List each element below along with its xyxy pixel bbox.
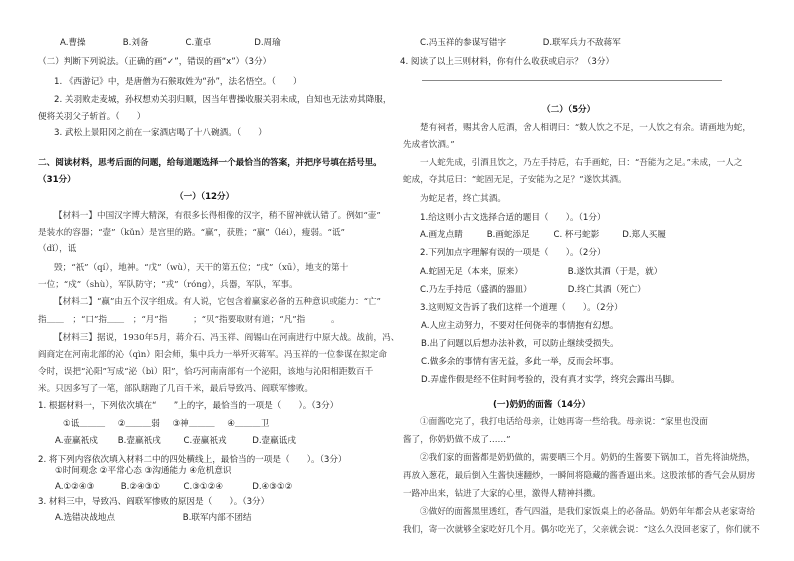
question-4: 4. 阅读了以上三则材料，你有什么收获或启示？（3分） bbox=[400, 57, 615, 67]
option-a: A.画龙点睛 bbox=[420, 230, 463, 240]
option-b: B.联军内部不团结 bbox=[182, 513, 252, 523]
question-3-options bbox=[55, 512, 252, 524]
option-a: A.选错决战地点 bbox=[55, 513, 116, 523]
option-c: C.做多余的事情有害无益，多此一举，反而会坏事。 bbox=[421, 357, 619, 367]
option-c: C.董卓 bbox=[185, 38, 212, 48]
question-3: 3. 材料三中，导致冯、阎联军惨败的原因是（ ）。（3分） bbox=[38, 497, 270, 507]
judge-section-title: （二）判断下列说法。（正确的画“✓”，错误的画“x”）（3分） bbox=[38, 57, 272, 67]
option-d: D.联军兵力不敌蒋军 bbox=[542, 38, 621, 48]
judge-item-2: 2. 关羽败走麦城，孙权想劝关羽归顺，因当年曹操收服关羽未成，自知也无法劝其降服， bbox=[54, 95, 392, 105]
judge-item-3: 3. 武松上景阳冈之前在一家酒店喝了十八碗酒。（ ） bbox=[54, 128, 267, 138]
story-line: 酱了，你奶奶做不成了……” bbox=[403, 435, 511, 445]
option-b: B.画蛇添足 bbox=[486, 230, 530, 240]
option-a: A.壶赢祇戍 bbox=[55, 436, 98, 446]
option-d: D.郑人买履 bbox=[622, 230, 666, 240]
material-line: 令时，误把“沁阳”写成“泌（bì）阳”，恰巧河南南部有一个泌阳，该地与沁阳相距数百千 bbox=[38, 367, 374, 377]
passage-line: 蛇成，夺其卮曰：“蛇固无足，子安能为之足？”遂饮其酒。 bbox=[403, 175, 627, 185]
story-line: ①面酱吃完了，我打电话给母亲，让她再寄一些给我。母亲说：“家里也没面 bbox=[420, 417, 708, 427]
passage-line: 为蛇足者，终亡其酒。 bbox=[420, 194, 506, 204]
option-c: C.壶赢祇戎 bbox=[183, 436, 227, 446]
question-1: 1. 根据材料一，下列依次填在“ ”上的字，最恰当的一项是（ ）。（3分） bbox=[38, 401, 339, 411]
option-b: B.遂饮其酒（于是，就） bbox=[567, 267, 663, 277]
blank-2: ②＿＿＿弱 bbox=[117, 419, 160, 429]
option-b: B.出了问题以后想办法补救，可以防止继续受损失。 bbox=[421, 339, 619, 349]
question-3-options-cont bbox=[420, 37, 621, 49]
passage-question-2-options-row2 bbox=[420, 284, 646, 296]
judge-item-2-cont: 便将关羽父子斩首。（ ） bbox=[38, 112, 146, 122]
answer-line[interactable] bbox=[422, 80, 722, 81]
question-2-options bbox=[55, 481, 292, 493]
option-c: C.乃左手持卮（盛酒的器皿） bbox=[420, 285, 532, 295]
blank-4: ④＿＿＿卫 bbox=[227, 419, 270, 429]
option-b: B.②④③① bbox=[120, 482, 161, 492]
option-c: C.冯玉祥的参谋写错字 bbox=[420, 38, 507, 48]
material-line: 阎商定在河南北部的沁（qìn）阳会师，集中兵力一举歼灭蒋军。冯玉祥的一位参谋在拟定命 bbox=[38, 350, 387, 360]
option-a: A.①②④③ bbox=[55, 482, 95, 492]
passage-question-1-options bbox=[420, 229, 666, 241]
material-line: 毁；“祇”（qí），地神。“戊”（wù），天干的第五位；“戌”（xū），地支的第十 bbox=[54, 263, 349, 273]
section-score: （31分） bbox=[38, 175, 76, 185]
judge-item-1: 1. 《西游记》中，是唐僧为石猴取姓为“孙”，法名悟空。（ ） bbox=[54, 77, 302, 87]
story-line: 再放入葱花，最后倒入生酱快速翻炒，一瞬间将隐藏的酱香逼出来。这股浓郁的香气会从厨房 bbox=[403, 471, 756, 481]
material-line: 米。只因多写了一笔，部队瞎跑了几百千米，最后导致冯、阎联军惨败。 bbox=[38, 384, 314, 394]
passage-question-2: 2.下列加点字理解有误的一项是（ ）。（2分） bbox=[420, 248, 606, 258]
option-a: A.蛇固无足（本来，原来） bbox=[420, 267, 523, 277]
material-line: 一位；“戍”（shù），军队防守；“戎”（róng），兵器，军队，军事。 bbox=[38, 280, 298, 290]
story-line: ③做好的面酱黑里透红，香气四溢，是我们家饭桌上的必备品。奶奶年年都会从老家寄给 bbox=[420, 507, 756, 517]
prev-question-options bbox=[60, 37, 281, 49]
material-line: 指＿＿ ；“口”指＿＿ ；“月”指 ；“贝”指要取财有道；“凡”指 。 bbox=[38, 315, 340, 325]
material-line: 【材料二】“赢”由五个汉字组成。有人说，它包含着赢家必备的五种意识或能力：“亡” bbox=[54, 297, 381, 307]
passage-question-1: 1.给这则小古文选择合适的题目（ ）。（1分） bbox=[420, 213, 606, 223]
material-line: 【材料一】中国汉字博大精深，有很多长得相像的汉字，稍不留神就认错了。例如“壶” bbox=[54, 211, 381, 221]
option-b: B.刘备 bbox=[122, 38, 149, 48]
option-d: D.壸羸诋戌 bbox=[252, 436, 296, 446]
part2-title: （二）（5分） bbox=[542, 105, 596, 115]
material-line: 是装水的容器；“壸”（kǔn）是宫里的路。“赢”，获胜；“羸”（léi），瘦弱。“诋” bbox=[38, 228, 345, 238]
option-d: D.弄虚作假是经不住时间考验的，没有真才实学，终究会露出马脚。 bbox=[421, 375, 680, 385]
material-line: （dǐ），诋 bbox=[38, 244, 77, 254]
section-title: 二、阅读材料，思考后面的问题，给每道题选择一个最恰当的答案，并把序号填在括号里。 bbox=[38, 158, 382, 168]
passage-line: 楚有祠者，赐其舍人卮酒，舍人相谓曰：“数人饮之不足，一人饮之有余。请画地为蛇， bbox=[420, 123, 751, 133]
option-d: D.终亡其酒（死亡） bbox=[567, 285, 646, 295]
story-line: 我们，寄一次就够全家吃好几个月。偶尔吃光了，父亲就会说：“这么久没回老家了，你们就不 bbox=[403, 525, 760, 535]
option-d: D.周瑜 bbox=[254, 38, 281, 48]
question-2-items: ①时间观念 ②平常心态 ③沟通能力 ④危机意识 bbox=[55, 466, 232, 476]
passage-line: 一人蛇先成，引酒且饮之，乃左手持卮，右手画蛇，曰：“吾能为之足。”未成，一人之 bbox=[420, 158, 743, 168]
option-c: C.③①②④ bbox=[183, 482, 224, 492]
question-1-options bbox=[55, 435, 296, 447]
option-a: A.曹操 bbox=[60, 38, 86, 48]
part1-title: （一）（12分） bbox=[175, 192, 235, 202]
part3-title: (一)奶奶的面酱（14分） bbox=[493, 400, 591, 410]
option-a: A.人应主动努力，不要对任何侥幸的事情抱有幻想。 bbox=[421, 321, 619, 331]
option-d: D.④③①② bbox=[252, 482, 293, 492]
story-line: 一路冲出来，钻进了大家的心里，激得人精神抖擞。 bbox=[403, 489, 601, 499]
question-1-blanks bbox=[63, 418, 269, 430]
passage-question-2-options-row1 bbox=[420, 266, 662, 278]
option-c: C. 杯弓蛇影 bbox=[553, 230, 600, 240]
blank-1: ①诋＿＿＿ bbox=[63, 419, 106, 429]
passage-question-3: 3.这则短文告诉了我们这样一个道理（ ）。（2分） bbox=[420, 303, 623, 313]
option-b: B.壸羸祇戌 bbox=[117, 436, 161, 446]
blank-3: ③神＿＿＿ bbox=[172, 419, 215, 429]
material-line: 【材料三】据说，1930年5月，蒋介石、冯玉祥、阎锡山在河南进行中原大战。战前，冯、 bbox=[54, 333, 400, 343]
question-2: 2. 将下列内容依次填入材料二中的四处横线上，最恰当的一项是（ ）。（3分） bbox=[38, 455, 347, 465]
story-line: ②我们家的面酱都是奶奶做的，需要晒三个月。奶奶的生酱要下锅加工，首先将油烧热， bbox=[420, 453, 756, 463]
passage-line: 先成者饮酒。” bbox=[403, 140, 455, 150]
